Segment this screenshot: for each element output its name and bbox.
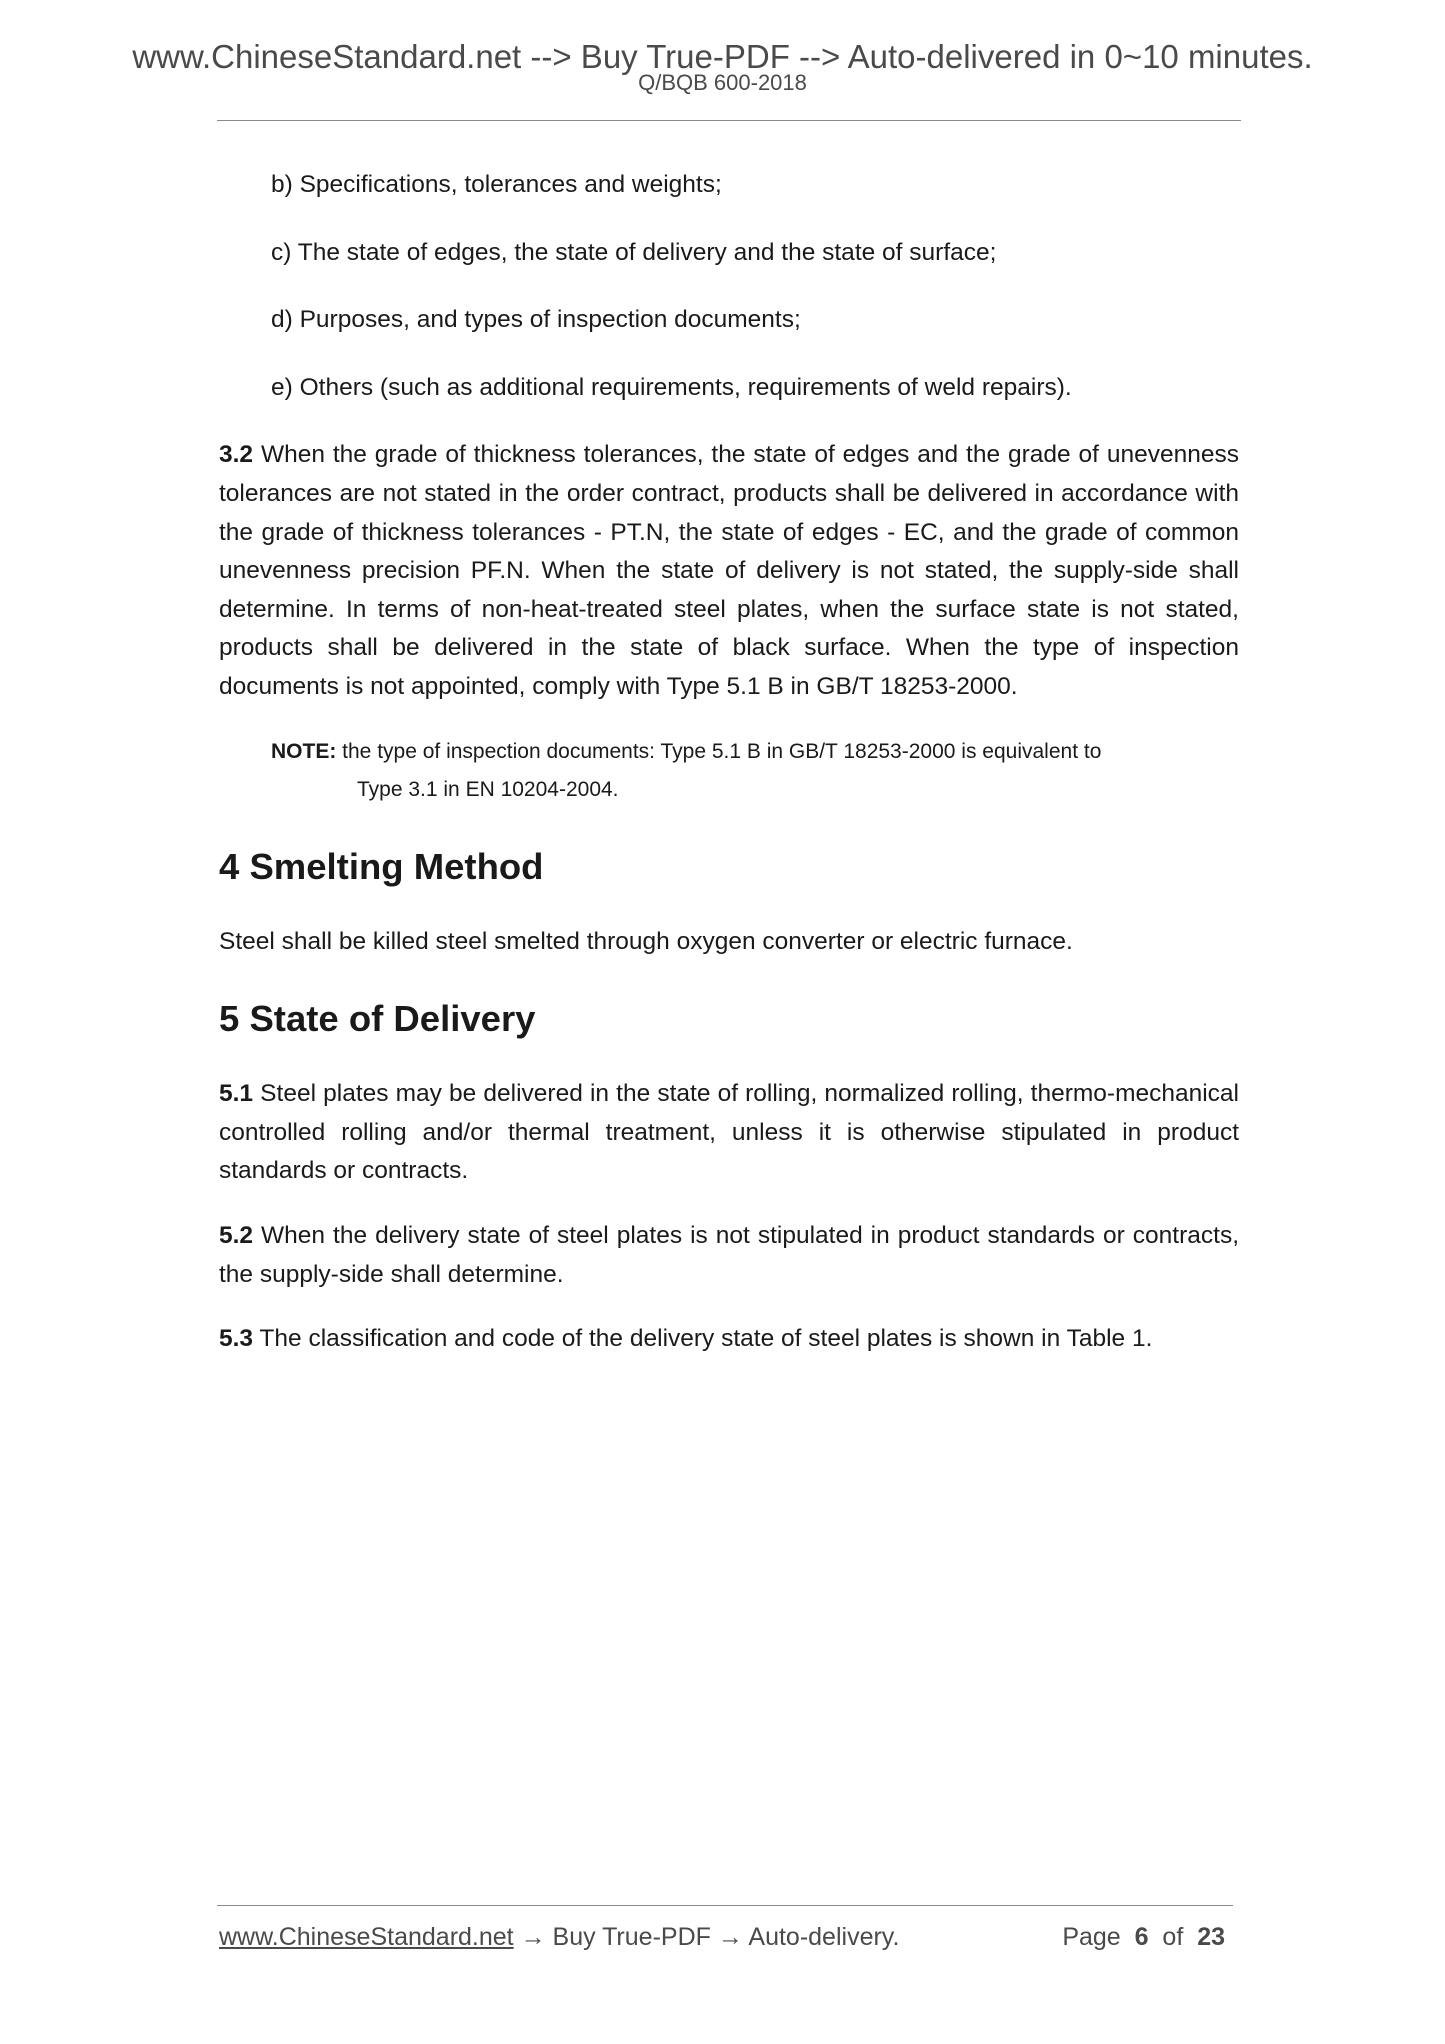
clause-number: 5.1 xyxy=(219,1080,254,1108)
page-indicator xyxy=(1062,1923,1225,1952)
page-number: 6 xyxy=(1134,1923,1149,1951)
list-item-e: e) Others (such as additional requirements, requirements of weld repairs). xyxy=(271,373,1072,401)
page-label: Page xyxy=(1062,1923,1121,1951)
footer-text: → Buy True-PDF → Auto-delivery. xyxy=(513,1923,900,1951)
total-pages: 23 xyxy=(1197,1923,1225,1951)
section-heading-smelting-method: 4 Smelting Method xyxy=(219,845,544,887)
document-code: Q/BQB 600-2018 xyxy=(638,70,807,95)
clause-number: 5.3 xyxy=(219,1325,254,1353)
note xyxy=(271,733,1239,809)
clause-5-1 xyxy=(219,1075,1239,1191)
page-footer xyxy=(219,1923,1231,1952)
clause-text: When the grade of thickness tolerances, the state of edges and the grade of unevenness tolerances are not stated in the order contract, products shall be delivered in accordance with the grade of thickness tolerances - PT.N, the state of edges - EC, and the grade of common unevenness precision PF.N. When the state of delivery is not stated, the supply-side shall determine. In terms of non-heat-treated steel plates, when the surface state is not stated, products shall be delivered in the state of black surface. When the type of inspection documents is not appointed, comply with Type 5.1 B in GB/T 18253-2000. xyxy=(219,441,1239,700)
note-continuation: Type 3.1 in EN 10204-2004. xyxy=(357,777,619,801)
page-content xyxy=(219,166,1239,1385)
clause-text: The classification and code of the delivery state of steel plates is shown in Table 1. xyxy=(253,1325,1153,1353)
clause-5-2 xyxy=(219,1217,1239,1294)
footer-divider xyxy=(217,1905,1233,1906)
section-heading-state-of-delivery: 5 State of Delivery xyxy=(219,998,536,1040)
clause-text: When the delivery state of steel plates is not stipulated in product standards or contracts, the supply-side shall determine. xyxy=(219,1221,1239,1288)
clause-number: 3.2 xyxy=(219,441,254,469)
list-item-c: c) The state of edges, the state of delivery and the state of surface; xyxy=(271,238,997,266)
section-4-text: Steel shall be killed steel smelted through oxygen converter or electric furnace. xyxy=(219,927,1073,955)
footer-site-link[interactable]: www.ChineseStandard.net xyxy=(219,1923,514,1951)
header-divider xyxy=(217,120,1241,121)
list-item-d: d) Purposes, and types of inspection documents; xyxy=(271,306,801,334)
note-text: the type of inspection documents: Type 5.1 B in GB/T 18253-2000 is equivalent to xyxy=(336,739,1102,763)
note-label: NOTE: xyxy=(271,739,337,763)
clause-number: 5.2 xyxy=(219,1221,254,1249)
clause-5-3 xyxy=(219,1320,1239,1359)
of-label: of xyxy=(1162,1923,1184,1951)
list-item-b: b) Specifications, tolerances and weights; xyxy=(271,171,722,198)
clause-3-2 xyxy=(219,436,1239,706)
clause-text: Steel plates may be delivered in the state of rolling, normalized rolling, thermo-mechanical controlled rolling and/or thermal treatment, unless it is otherwise stipulated in product standards or contracts. xyxy=(219,1080,1239,1185)
site-banner: www.ChineseStandard.net --> Buy True-PDF --> Auto-delivered in 0~10 minutes. xyxy=(132,38,1313,75)
